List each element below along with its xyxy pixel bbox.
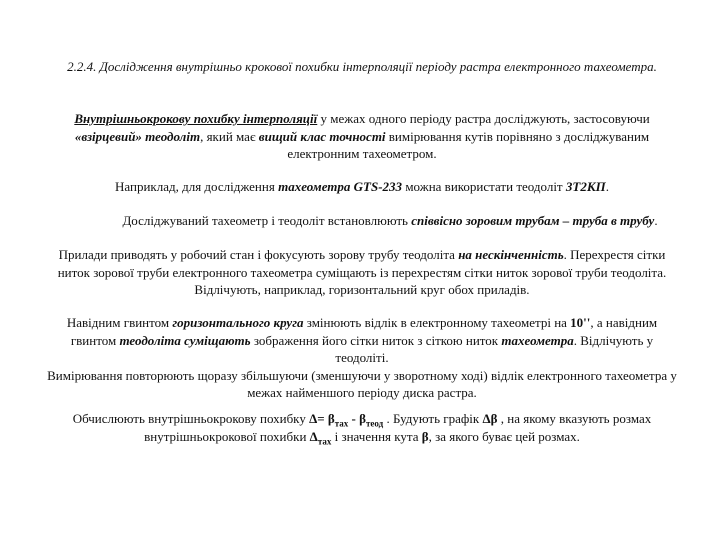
p6-text-4: і значення кута: [331, 428, 422, 444]
term-3t2kp: 3Т2КП: [565, 179, 606, 194]
p5-text-6: Вимірювання повторюють щоразу збільшуючи (зменшуючи у зворотному ході) відлік електронного тахеометра у межах найменшого періоду диска растра.: [47, 367, 677, 400]
paragraph-procedure: [46, 314, 678, 402]
p6-text-5: , за якого буває цей розмах.: [428, 428, 580, 444]
term-theodolite-combine: теодоліта суміщають: [119, 332, 251, 348]
p3-text-2: .: [654, 213, 658, 228]
paragraph-example: [46, 178, 678, 196]
p5-text-3: , а навідним гвинтом: [70, 315, 658, 348]
subscript-theod: теод: [365, 418, 384, 429]
p4-text-2: . Перехрестя сітки ниток зорової труби електронного тахеометра суміщають із перехрестям сітки ниток зорової труби теодоліта. Відлічують, наприклад, горизонтальний круг обох приладів.: [57, 247, 667, 297]
p6-text-2: . Будують графік: [383, 411, 483, 426]
term-coaxial: співвісно зоровим трубам – труба в трубу: [411, 213, 655, 228]
p6-text-3: , на якому вказують розмах внутрішньокрокової похибки: [144, 411, 652, 444]
formula-delta-beta: Δβ: [482, 411, 498, 426]
formula-delta-beta-tach: Δ= β: [309, 411, 335, 426]
p4-text-1: Прилади приводять у робочий стан і фокусують зорову трубу теодоліта: [58, 247, 459, 262]
p5-text-4: зображення його сітки ниток з сіткою ниток: [250, 332, 502, 348]
p3-text-1: Досліджуваний тахеометр і теодоліт встановлюють: [122, 213, 412, 228]
subscript-tach: тах: [334, 418, 349, 429]
formula-minus-beta: - β: [348, 411, 366, 426]
p2-text-3: .: [605, 179, 609, 194]
p2-text-1: Наприклад, для дослідження: [115, 179, 279, 194]
subscript-tach-2: тах: [317, 436, 332, 447]
p6-text-1: Обчислюють внутрішньокрокову похибку: [72, 411, 310, 426]
p1-text-2: , який має: [200, 128, 259, 144]
p1-text-1: у межах одного періоду растра досліджують, застосовуючи: [317, 111, 650, 126]
paragraph-alignment: [46, 246, 678, 299]
term-infinity: на нескінченність: [458, 247, 564, 262]
value-10-seconds: 10'': [570, 315, 591, 330]
paragraph-method: [46, 110, 678, 163]
term-tacheometer: тахеометра: [501, 332, 574, 348]
term-horizontal-circle: горизонтального круга: [172, 315, 304, 330]
paragraph-setup: [90, 212, 690, 230]
paragraph-computation: [46, 410, 678, 445]
section-title-text: 2.2.4. Дослідження внутрішньо крокової похибки інтерполяції періоду растра електронного тахеометра.: [67, 59, 657, 74]
term-reference-theodolite: «взірцевий» теодоліт: [74, 128, 201, 144]
p5-text-2: змінюють відлік в електронному тахеометрі на: [303, 315, 571, 330]
term-gts-233: тахеометра GTS-233: [278, 179, 403, 194]
term-internal-error: Внутрішньокрокову похибку інтерполяції: [74, 111, 318, 126]
p1-text-3: вимірювання кутів порівняно з досліджуваним електронним тахеометром.: [287, 128, 650, 161]
p5-text-1: Навідним гвинтом: [66, 315, 173, 330]
p5-text-5: . Відлічують у теодоліті.: [335, 332, 654, 365]
formula-delta: Δ: [309, 428, 318, 444]
p2-text-2: можна використати теодоліт: [402, 179, 566, 194]
section-title: [46, 58, 678, 76]
formula-beta: β: [421, 428, 429, 444]
term-higher-accuracy: вищий клас точності: [258, 128, 386, 144]
